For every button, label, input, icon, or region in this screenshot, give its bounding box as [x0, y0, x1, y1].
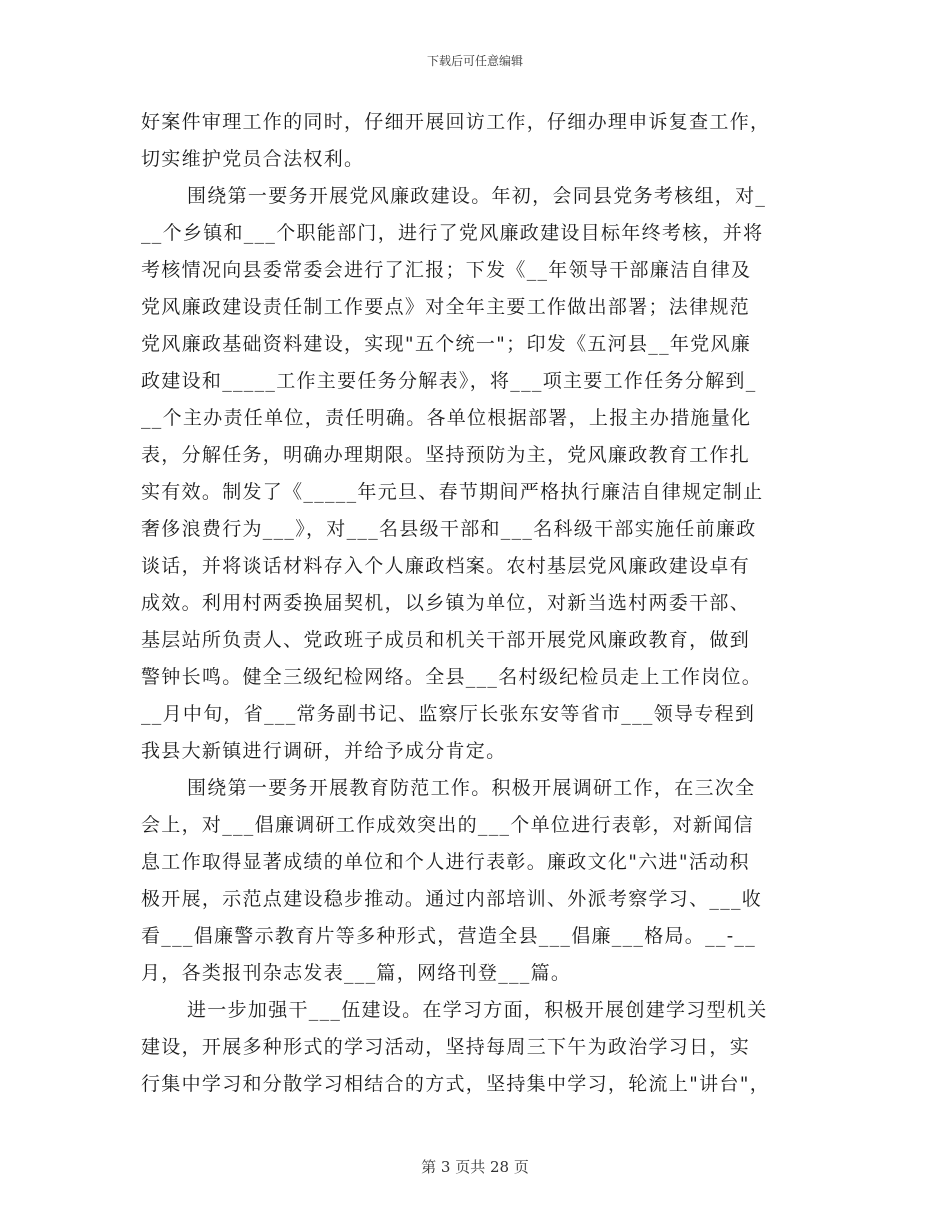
text-line: 表，分解任务，明确办理期限。坚持预防为主，党风廉政教育工作扎 [141, 444, 751, 466]
text-line: 实有效。制发了《_____年元旦、春节期间严格执行廉洁自律规定制止 [141, 481, 764, 503]
document-body [141, 104, 809, 1103]
text-line: 党风廉政基础资料建设，实现"五个统一"；印发《五河县__年党风廉 [141, 333, 752, 355]
text-line: 行集中学习和分散学习相结合的方式，坚持集中学习，轮流上"讲台"， [141, 1073, 771, 1095]
text-line: 谈话，并将谈话材料存入个人廉政档案。农村基层党风廉政建设卓有 [141, 555, 751, 577]
text-line: 切实维护党员合法权利。 [141, 148, 365, 170]
text-line: 考核情况向县委常委会进行了汇报；下发《__年领导干部廉洁自律及 [141, 259, 752, 281]
paragraph-start-line: 进一步加强干___伍建设。在学习方面，积极开展创建学习型机关 [187, 999, 768, 1021]
text-line: __个主办责任单位，责任明确。各单位根据部署，上报主办措施量化 [141, 407, 752, 429]
text-line: 会上，对___倡廉调研工作成效突出的___个单位进行表彰，对新闻信 [141, 814, 754, 836]
text-line: 党风廉政建设责任制工作要点》对全年主要工作做出部署；法律规范 [141, 296, 751, 318]
text-line: 政建设和_____工作主要任务分解表》，将___项主要工作任务分解到_ [141, 370, 757, 392]
text-line: 月，各类报刊杂志发表___篇，网络刊登___篇。 [141, 962, 572, 984]
text-line: 息工作取得显著成绩的单位和个人进行表彰。廉政文化"六进"活动积 [141, 851, 750, 873]
text-line: 我县大新镇进行调研，并给予成分肯定。 [141, 740, 507, 762]
text-line: 成效。利用村两委换届契机，以乡镇为单位，对新当选村两委干部、 [141, 592, 751, 614]
text-line: __月中旬，省___常务副书记、监察厅长张东安等省市___领导专程到 [141, 703, 756, 725]
paragraph-start-line: 围绕第一要务开展教育防范工作。积极开展调研工作，在三次全 [187, 777, 756, 799]
text-line: 奢侈浪费行为___》，对___名县级干部和___名科级干部实施任前廉政 [141, 518, 757, 540]
text-line: __个乡镇和___个职能部门，进行了党风廉政建设目标年终考核，并将 [141, 222, 764, 244]
page-header: 下载后可任意编辑 [426, 54, 523, 68]
paragraph-start-line: 围绕第一要务开展党风廉政建设。年初，会同县党务考核组，对_ [187, 185, 767, 207]
text-line: 建设，开展多种形式的学习活动，坚持每周三下午为政治学习日，实 [141, 1036, 751, 1058]
text-line: 基层站所负责人、党政班子成员和机关干部开展党风廉政教育，做到 [141, 629, 751, 651]
text-line: 极开展，示范点建设稳步推动。通过内部培训、外派考察学习、___收 [141, 888, 763, 910]
text-line: 好案件审理工作的同时，仔细开展回访工作，仔细办理申诉复查工作， [141, 111, 771, 133]
text-line: 看___倡廉警示教育片等多种形式，营造全县___倡廉___格局。__-__ [141, 925, 757, 947]
text-line: 警钟长鸣。健全三级纪检网络。全县___名村级纪检员走上工作岗位。 [141, 666, 763, 688]
page-footer: 第 3 页共 28 页 [421, 1158, 529, 1176]
